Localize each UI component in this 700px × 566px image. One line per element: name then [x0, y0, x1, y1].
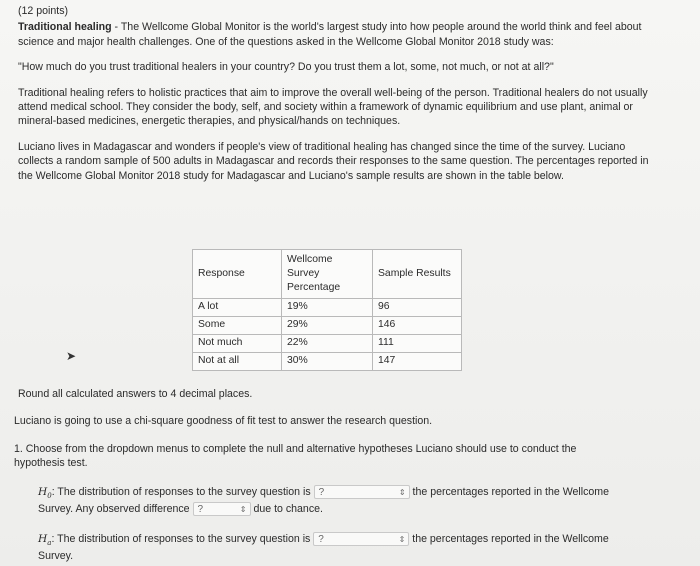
null-hypothesis-text-2: the percentages reported in the Wellcome Survey. Any observed difference	[38, 486, 610, 515]
survey-question-quote: "How much do you trust traditional healers in your country? Do you trust them a lot, some, not much, or not at all?"	[18, 61, 554, 74]
intro-title: Traditional healing	[18, 21, 112, 34]
table-cell-sample: 96	[373, 299, 462, 317]
table-cell-sample: 147	[373, 353, 462, 371]
alternative-hypothesis-text-2: the percentages reported in the Wellcome Survey.	[38, 533, 609, 562]
table-cell-percent: 22%	[282, 335, 373, 353]
intro-dash: -	[111, 21, 121, 34]
null-hypothesis-text-1: : The distribution of responses to the survey question is	[51, 486, 311, 498]
data-table	[192, 249, 462, 371]
table-cell-response: A lot	[193, 299, 282, 317]
dropdown-arrows-icon: ⇕	[239, 504, 247, 514]
definition-paragraph: Traditional healing refers to holistic practices that aim to improve the overall well-being of the person. Traditional healers do not usually attend medical school. They consider the body, self, and society within a framework of dynamic equilibrium and use plant, animal or mineral-based medicines, energetic therapies, and physical/hands on techniques.	[18, 86, 648, 128]
dropdown-value: ?	[197, 503, 204, 515]
table-row	[193, 335, 462, 353]
table-cell-percent: 30%	[282, 353, 373, 371]
alternative-hypothesis-symbol: $H_a$	[38, 533, 52, 548]
dropdown-arrows-icon: ⇕	[398, 535, 406, 545]
intro-text: The Wellcome Global Monitor is the world's largest study into how people around the world think and feel about science and major health challenges. One of the questions asked in the Wellcome Global Monitor 2018 study was:	[18, 21, 642, 48]
dropdown-value: ?	[318, 487, 325, 499]
null-hypothesis-symbol: $H_0$	[38, 486, 52, 501]
table-cell-percent: 29%	[282, 317, 373, 335]
table-cell-response: Not much	[193, 335, 282, 353]
alternative-hypothesis	[38, 532, 638, 563]
table-cell-sample: 146	[373, 317, 462, 335]
points-label: (12 points)	[18, 5, 69, 17]
alternative-hypothesis-text-1: : The distribution of responses to the survey question is	[51, 533, 311, 545]
intro-paragraph	[18, 20, 658, 49]
table-cell-response: Not at all	[193, 353, 282, 371]
null-hypothesis	[38, 485, 638, 516]
scenario-paragraph: Luciano lives in Madagascar and wonders if people's view of traditional healing has changed since the time of the survey. Luciano collects a random sample of 500 adults in Madagascar and records their responses to the same question. The percentages reported in the Wellcome Global Monitor 2018 study for Madagascar and Luciano's sample results are shown in the table below.	[18, 140, 649, 182]
method-note: Luciano is going to use a chi-square goodness of fit test to answer the research question.	[14, 415, 433, 427]
table-cell-sample: 111	[373, 335, 462, 353]
table-row	[193, 353, 462, 371]
dropdown-value: ?	[318, 534, 324, 546]
question-content	[18, 4, 658, 183]
table-header-percentage: Wellcome Survey Percentage	[282, 250, 373, 299]
alternative-hypothesis-dropdown[interactable]	[313, 532, 409, 546]
data-table-container	[192, 249, 462, 371]
table-header-response: Response	[193, 250, 282, 299]
table-cell-response: Some	[193, 317, 282, 335]
null-hypothesis-text-3: due to chance.	[253, 502, 323, 515]
mouse-cursor-icon: ➤	[66, 349, 77, 363]
table-cell-percent: 19%	[282, 299, 373, 317]
table-row	[193, 299, 462, 317]
question-1-prompt: 1. Choose from the dropdown menus to complete the null and alternative hypotheses Luciano should use to conduct the hypothesis test.	[14, 443, 577, 470]
table-row	[193, 317, 462, 335]
table-header-sample: Sample Results	[373, 250, 462, 299]
null-hypothesis-dropdown-1[interactable]	[314, 485, 410, 499]
null-hypothesis-dropdown-2[interactable]	[193, 502, 251, 516]
dropdown-arrows-icon: ⇕	[398, 488, 406, 498]
round-note: Round all calculated answers to 4 decimal places.	[18, 388, 253, 400]
